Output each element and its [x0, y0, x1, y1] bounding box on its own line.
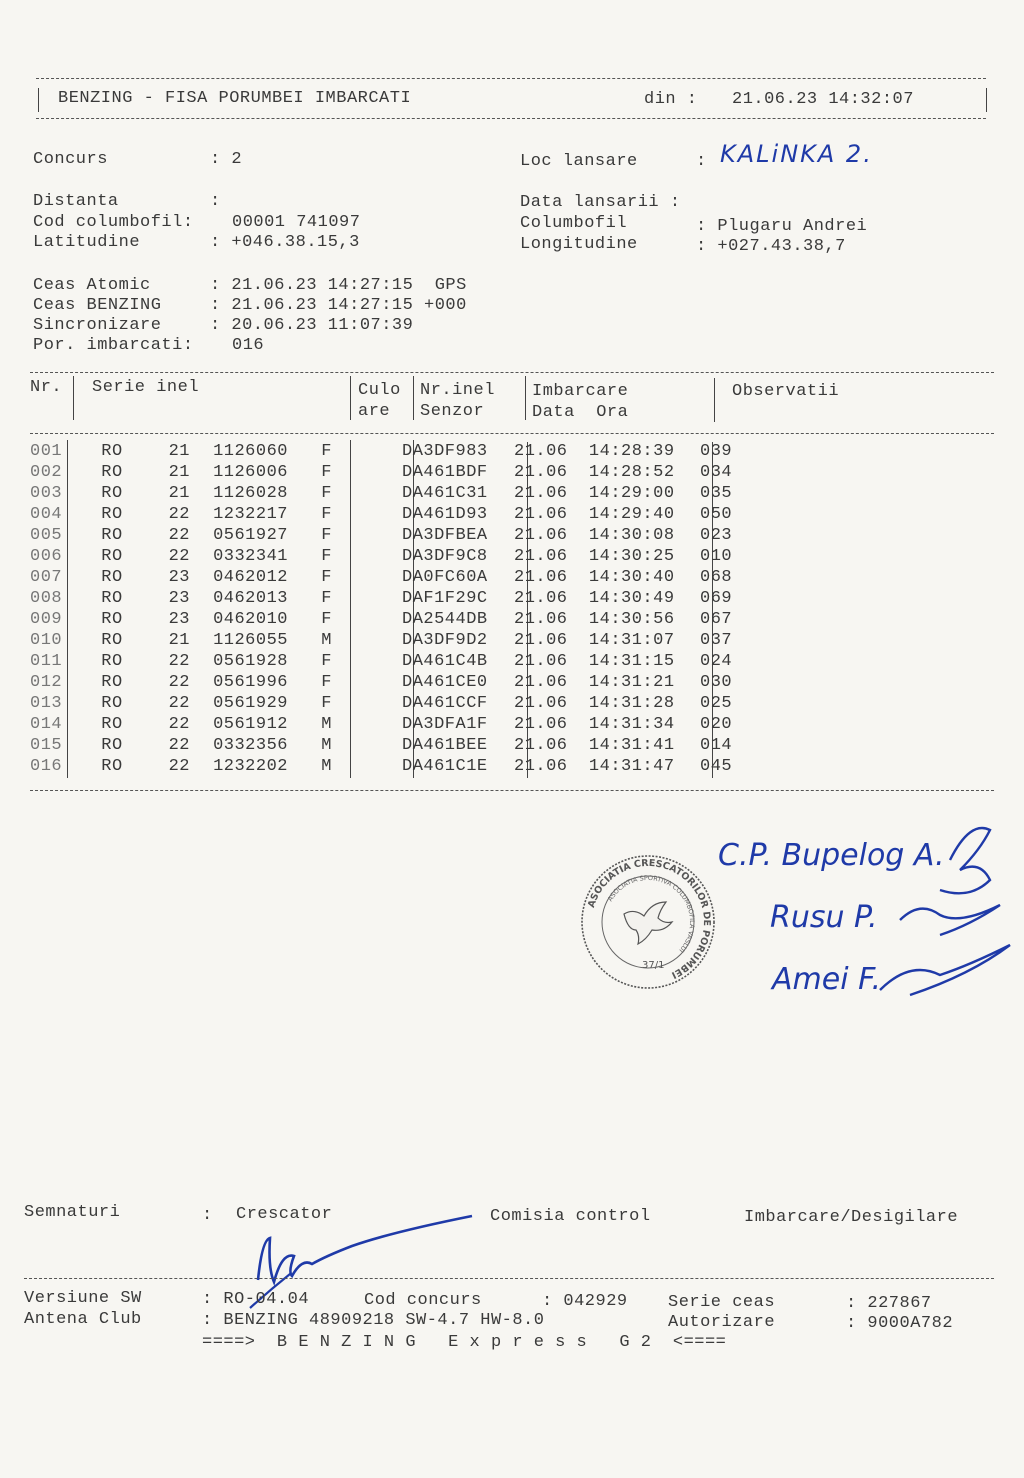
loc-lansare-label: Loc lansare	[520, 152, 638, 171]
observation-code: 010	[700, 546, 733, 566]
col-culoare-header-1: Culo	[358, 381, 401, 400]
club-stamp	[578, 852, 718, 992]
boarding-datetime: 21.06 14:29:40	[514, 504, 675, 524]
header-divider-culoare	[413, 376, 414, 420]
observation-code: 024	[700, 651, 733, 671]
observation-code: 050	[700, 504, 733, 524]
ring-year: 23	[168, 609, 190, 629]
table-row	[30, 630, 780, 651]
col-culoare-header-2: are	[358, 402, 391, 421]
pigeon-color	[336, 567, 398, 588]
ring-number: 1126060	[213, 441, 288, 461]
boarding-datetime: 21.06 14:31:28	[514, 693, 675, 713]
observation-code: 037	[700, 630, 733, 650]
pigeon-sex: F	[321, 504, 332, 524]
observation-code: 030	[700, 672, 733, 692]
table-row	[30, 483, 780, 504]
ring-country: RO	[101, 441, 123, 461]
semnaturi-label: Semnaturi	[24, 1203, 121, 1222]
col-serie-header: Serie inel	[92, 378, 200, 397]
commission-name-1: C.P. Bupelog A.	[718, 838, 945, 873]
row-number: 011	[30, 651, 63, 671]
antena-club-value: : BENZING 48909218 SW-4.7 HW-8.0	[202, 1311, 545, 1330]
concurs-label: Concurs	[33, 150, 108, 169]
boarding-datetime: 21.06 14:31:41	[514, 735, 675, 755]
table-row	[30, 525, 780, 546]
pigeon-color	[336, 588, 398, 609]
ring-country: RO	[101, 672, 123, 692]
pigeons-table	[30, 441, 780, 777]
versiune-sw-value: : RO-04.04	[202, 1290, 310, 1309]
observation-code: 067	[700, 609, 733, 629]
ring-year: 22	[168, 714, 190, 734]
table-row	[30, 588, 780, 609]
pigeon-color	[336, 504, 398, 525]
row-number: 014	[30, 714, 63, 734]
col-imbarcare-header-2: Data Ora	[532, 403, 629, 422]
sensor-ring-id: DA461CE0	[402, 672, 488, 692]
versiune-sw-label: Versiune SW	[24, 1289, 142, 1308]
pigeon-sex: F	[321, 525, 332, 545]
row-number: 001	[30, 441, 63, 461]
longitudine-label: Longitudine	[520, 235, 638, 254]
ring-country: RO	[101, 756, 123, 776]
pigeon-sex: M	[321, 630, 332, 650]
boarding-datetime: 21.06 14:29:00	[514, 483, 675, 503]
ring-year: 21	[168, 441, 190, 461]
ring-number: 1126055	[213, 630, 288, 650]
pigeon-color	[336, 735, 398, 756]
signature-1-icon	[940, 828, 990, 893]
ring-number: 0561929	[213, 693, 288, 713]
document-title: BENZING - FISA PORUMBEI IMBARCATI	[58, 89, 412, 108]
boarding-datetime: 21.06 14:28:39	[514, 441, 675, 461]
sensor-ring-id: DAF1F29C	[402, 588, 488, 608]
boarding-datetime: 21.06 14:30:56	[514, 609, 675, 629]
ring-year: 22	[168, 672, 190, 692]
ring-country: RO	[101, 735, 123, 755]
commission-signatures	[720, 800, 1020, 1020]
pigeon-sex: F	[321, 672, 332, 692]
ceas-atomic-value: : 21.06.23 14:27:15 GPS	[210, 276, 467, 295]
row-number: 008	[30, 588, 63, 608]
row-number: 013	[30, 693, 63, 713]
row-number: 009	[30, 609, 63, 629]
ring-country: RO	[101, 546, 123, 566]
pigeon-color	[336, 756, 398, 777]
pigeon-sex: M	[321, 756, 332, 776]
date-value: 21.06.23 14:32:07	[732, 90, 914, 109]
commission-name-2: Rusu P.	[770, 900, 878, 935]
row-number: 016	[30, 756, 63, 776]
pigeon-sex: F	[321, 609, 332, 629]
ring-number: 0332341	[213, 546, 288, 566]
ring-number: 1232202	[213, 756, 288, 776]
table-row	[30, 546, 780, 567]
row-number: 002	[30, 462, 63, 482]
col-imbarcare-header-1: Imbarcare	[532, 382, 629, 401]
header-bottom-border-line	[30, 433, 994, 434]
ceas-benzing-label: Ceas BENZING	[33, 296, 162, 315]
ring-number: 0561996	[213, 672, 288, 692]
loc-lansare-colon: :	[696, 152, 707, 171]
table-row	[30, 441, 780, 462]
serie-ceas-value: : 227867	[846, 1294, 932, 1313]
ring-number: 0462012	[213, 567, 288, 587]
loc-lansare-handwritten: KALiNKA 2.	[720, 140, 873, 168]
boarding-datetime: 21.06 14:28:52	[514, 462, 675, 482]
ring-year: 22	[168, 735, 190, 755]
sensor-ring-id: DA2544DB	[402, 609, 488, 629]
comisia-control-label: Comisia control	[490, 1207, 651, 1226]
ceas-atomic-label: Ceas Atomic	[33, 276, 151, 295]
pigeons-table-body	[30, 441, 780, 777]
table-row	[30, 714, 780, 735]
ring-year: 23	[168, 588, 190, 608]
pigeon-color	[336, 483, 398, 504]
pigeon-sex: F	[321, 462, 332, 482]
observation-code: 045	[700, 756, 733, 776]
pigeon-color	[336, 441, 398, 462]
sensor-ring-id: DA3DFA1F	[402, 714, 488, 734]
sensor-ring-id: DA461C31	[402, 483, 488, 503]
row-number: 010	[30, 630, 63, 650]
observation-code: 039	[700, 441, 733, 461]
imbarcare-desigilare-label: Imbarcare/Desigilare	[744, 1208, 959, 1227]
ring-country: RO	[101, 630, 123, 650]
boarding-datetime: 21.06 14:30:08	[514, 525, 675, 545]
ring-number: 0462010	[213, 609, 288, 629]
boarding-datetime: 21.06 14:31:47	[514, 756, 675, 776]
cod-columbofil-value: 00001 741097	[232, 213, 361, 232]
col-senzor-header-1: Nr.inel	[420, 381, 495, 400]
table-row	[30, 756, 780, 777]
cod-concurs-label: Cod concurs	[364, 1291, 482, 1310]
cod-concurs-value: : 042929	[542, 1292, 628, 1311]
table-top-border	[30, 372, 994, 373]
observation-code: 068	[700, 567, 733, 587]
ring-year: 22	[168, 504, 190, 524]
ring-number: 0561912	[213, 714, 288, 734]
header-right-border	[986, 88, 987, 112]
header-divider-senzor	[525, 376, 526, 420]
columbofil-value: : Plugaru Andrei	[696, 217, 868, 236]
pigeon-color	[336, 462, 398, 483]
boarding-datetime: 21.06 14:31:15	[514, 651, 675, 671]
boarding-datetime: 21.06 14:31:34	[514, 714, 675, 734]
ceas-benzing-value: : 21.06.23 14:27:15 +000	[210, 296, 467, 315]
concurs-value: : 2	[210, 150, 243, 169]
ring-year: 22	[168, 651, 190, 671]
ring-country: RO	[101, 609, 123, 629]
sensor-ring-id: DA461CCF	[402, 693, 488, 713]
header-divider-nr	[73, 376, 74, 420]
boarding-datetime: 21.06 14:31:07	[514, 630, 675, 650]
pigeon-color	[336, 714, 398, 735]
ring-country: RO	[101, 588, 123, 608]
boarding-datetime: 21.06 14:30:25	[514, 546, 675, 566]
row-number: 003	[30, 483, 63, 503]
autorizare-label: Autorizare	[668, 1313, 776, 1332]
ring-number: 0462013	[213, 588, 288, 608]
observation-code: 035	[700, 483, 733, 503]
observation-code: 025	[700, 693, 733, 713]
ring-year: 22	[168, 525, 190, 545]
crescator-label: Crescator	[236, 1205, 333, 1224]
distanta-colon: :	[210, 192, 221, 211]
ring-country: RO	[101, 504, 123, 524]
columbofil-label: Columbofil	[520, 214, 628, 233]
col-observatii-header: Observatii	[732, 382, 840, 401]
ring-year: 22	[168, 546, 190, 566]
pigeon-sex: F	[321, 483, 332, 503]
row-number: 006	[30, 546, 63, 566]
boarding-datetime: 21.06 14:30:40	[514, 567, 675, 587]
pigeon-color	[336, 609, 398, 630]
pigeon-color	[336, 546, 398, 567]
porumbei-imbarcati-value: 016	[232, 336, 265, 355]
ring-number: 1126028	[213, 483, 288, 503]
header-left-border	[38, 88, 39, 112]
row-number: 015	[30, 735, 63, 755]
pigeon-sex: M	[321, 735, 332, 755]
sensor-ring-id: DA461D93	[402, 504, 488, 524]
distanta-label: Distanta	[33, 192, 119, 211]
boarding-datetime: 21.06 14:30:49	[514, 588, 675, 608]
ring-number: 0561928	[213, 651, 288, 671]
stamp-outer-text: ASOCIATIA CRESCATORILOR DE PORUMBEI	[586, 857, 713, 981]
ring-number: 0561927	[213, 525, 288, 545]
serie-ceas-label: Serie ceas	[668, 1293, 776, 1312]
observation-code: 069	[700, 588, 733, 608]
pigeon-sex: F	[321, 441, 332, 461]
latitudine-label: Latitudine	[33, 233, 141, 252]
data-lansarii-label: Data lansarii :	[520, 193, 681, 212]
pigeon-color	[336, 672, 398, 693]
col-senzor-header-2: Senzor	[420, 402, 485, 421]
pigeon-sex: F	[321, 651, 332, 671]
ring-country: RO	[101, 567, 123, 587]
observation-code: 023	[700, 525, 733, 545]
table-row	[30, 462, 780, 483]
ring-country: RO	[101, 693, 123, 713]
ring-year: 23	[168, 567, 190, 587]
ring-country: RO	[101, 462, 123, 482]
header-top-border	[36, 78, 986, 79]
date-label: din :	[644, 90, 698, 109]
sensor-ring-id: DA461BDF	[402, 462, 488, 482]
observation-code: 014	[700, 735, 733, 755]
ring-country: RO	[101, 714, 123, 734]
footer-top-border	[24, 1278, 994, 1279]
sensor-ring-id: DA3DFBEA	[402, 525, 488, 545]
pigeon-sex: F	[321, 567, 332, 587]
ring-year: 22	[168, 693, 190, 713]
table-row	[30, 735, 780, 756]
ring-year: 21	[168, 462, 190, 482]
table-row	[30, 567, 780, 588]
semnaturi-colon: :	[202, 1206, 213, 1225]
ring-year: 22	[168, 756, 190, 776]
row-number: 004	[30, 504, 63, 524]
sincronizare-label: Sincronizare	[33, 316, 162, 335]
row-number: 007	[30, 567, 63, 587]
ring-country: RO	[101, 525, 123, 545]
longitudine-value: : +027.43.38,7	[696, 237, 846, 256]
porumbei-imbarcati-label: Por. imbarcati:	[33, 336, 194, 355]
header-divider-serie	[350, 376, 351, 420]
table-bottom-border	[30, 790, 994, 791]
col-nr-header: Nr.	[30, 378, 63, 397]
pigeon-color	[336, 525, 398, 546]
sensor-ring-id: DA3DF983	[402, 441, 488, 461]
pigeon-sex: M	[321, 714, 332, 734]
stamp-inner-text: ASOCIATIA SPORTIVA COLUMBOFILA VASLUI	[606, 873, 697, 955]
sensor-ring-id: DA461C1E	[402, 756, 488, 776]
pigeon-sex: F	[321, 546, 332, 566]
antena-club-label: Antena Club	[24, 1310, 142, 1329]
sensor-ring-id: DA3DF9D2	[402, 630, 488, 650]
ring-year: 21	[168, 630, 190, 650]
pigeon-sex: F	[321, 693, 332, 713]
table-row	[30, 504, 780, 525]
table-row	[30, 693, 780, 714]
pigeon-color	[336, 651, 398, 672]
observation-code: 034	[700, 462, 733, 482]
row-number: 012	[30, 672, 63, 692]
commission-name-3: Amei F.	[772, 962, 881, 997]
cod-columbofil-label: Cod columbofil:	[33, 213, 194, 232]
ring-year: 21	[168, 483, 190, 503]
pigeon-sex: F	[321, 588, 332, 608]
ring-country: RO	[101, 483, 123, 503]
ring-number: 0332356	[213, 735, 288, 755]
pigeon-color	[336, 693, 398, 714]
autorizare-value: : 9000A782	[846, 1314, 954, 1333]
header-bottom-border	[36, 118, 986, 119]
sincronizare-value: : 20.06.23 11:07:39	[210, 316, 414, 335]
ring-number: 1126006	[213, 462, 288, 482]
dove-icon	[624, 902, 672, 944]
pigeon-color	[336, 630, 398, 651]
table-row	[30, 672, 780, 693]
table-row	[30, 651, 780, 672]
signature-2-icon	[900, 905, 1000, 935]
stamp-number: 37/1	[642, 960, 665, 971]
benzing-express-banner: ====> B E N Z I N G E x p r e s s G 2 <====	[202, 1333, 727, 1352]
observation-code: 020	[700, 714, 733, 734]
latitudine-value: : +046.38.15,3	[210, 233, 360, 252]
ring-country: RO	[101, 651, 123, 671]
row-number: 005	[30, 525, 63, 545]
sensor-ring-id: DA3DF9C8	[402, 546, 488, 566]
table-row	[30, 609, 780, 630]
sensor-ring-id: DA0FC60A	[402, 567, 488, 587]
signature-3-icon	[880, 945, 1010, 995]
boarding-datetime: 21.06 14:31:21	[514, 672, 675, 692]
ring-number: 1232217	[213, 504, 288, 524]
header-divider-imbarcare	[714, 378, 715, 422]
sensor-ring-id: DA461C4B	[402, 651, 488, 671]
sensor-ring-id: DA461BEE	[402, 735, 488, 755]
